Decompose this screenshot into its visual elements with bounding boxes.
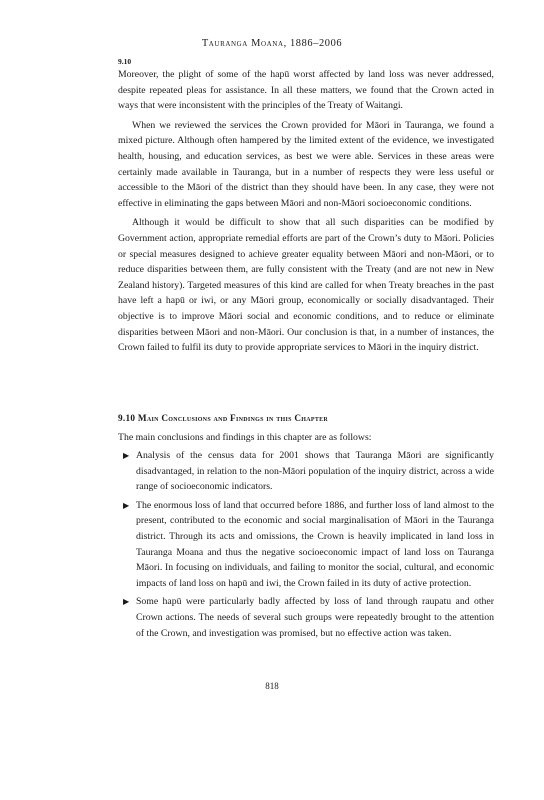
body-text <box>118 67 494 356</box>
bullet-arrow-icon: ▶ <box>123 597 130 607</box>
bullet-arrow-icon: ▶ <box>123 451 130 460</box>
finding-text: Analysis of the census data for 2001 shows that Tauranga Māori are significantly disadvantaged, in relation to the non-Māori population of the inquiry district, across a wide range of socioeconomic indicators. <box>136 450 494 493</box>
findings-intro: The main conclusions and findings in this chapter are as follows: <box>118 432 372 443</box>
page-number: 818 <box>265 681 279 691</box>
section-tag: 9.10 <box>118 57 132 66</box>
running-head: Tauranga Moana, 1886–2006 <box>201 38 343 49</box>
paragraph: Moreover, the plight of some of the hapū worst affected by land loss was never addressed, despite repeated pleas for assistance. In all these matters, we found that the Crown acted in ways that were inconsistent with the principles of the Treaty of Waitangi. <box>118 69 494 112</box>
paragraph: When we reviewed the services the Crown provided for Māori in Tauranga, we found a mixed picture. Although often hampered by the limited extent of the evidence, we investigated health, housing, and education services, as best we were able. Services in these areas were certainly made available in Tauranga, but in a number of respects they were less useful or accessible to the Māori of the district than they should have been. In any case, they were not effective in eliminating the gaps between Māori and non-Māori socioeconomic conditions. <box>118 119 494 209</box>
finding-text: The enormous loss of land that occurred before 1886, and further loss of land almost to the present, contributed to the economic and social marginalisation of Māori in the Tauranga district. Through its acts and omissions, the Crown is heavily implicated in land loss in Tauranga Moana and thus the negative socioeconomic impact of land loss on Tauranga Māori. In focusing on individuals, and failing to monitor the social, cultural, and economic impacts of land loss on hapū and iwi, the Crown failed in its duty of active protection. <box>136 499 494 589</box>
bullet-arrow-icon: ▶ <box>123 500 130 510</box>
section-heading: 9.10 Main Conclusions and Findings in this Chapter <box>118 413 329 423</box>
paragraph: Although it would be difficult to show that all such disparities can be modified by Government action, appropriate remedial efforts are part of the Crown’s duty to Māori. Policies or special measures designed to achieve greater equality between Māori and non-Māori, or to reduce disparities between them, are fully consistent with the Treaty (and are not new in New Zealand history). Targeted measures of this kind are called for when Treaty breaches in the past have left a hapū or iwi, or any Māori group, economically or socially disadvantaged. Their objective is to improve Māori social and economic conditions, and to reduce or eliminate disparities between Māori and non-Māori. Our conclusion is that, in a number of instances, the Crown failed to fulfil its duty to provide appropriate services to Māori in the inquiry district. <box>118 217 494 354</box>
list-item <box>118 498 494 592</box>
list-item <box>118 448 494 495</box>
findings-list <box>118 448 494 644</box>
list-item <box>118 594 494 641</box>
finding-text: Some hapū were particularly badly affected by loss of land through raupatu and other Crown actions. The needs of several such groups were repeatedly brought to the attention of the Crown, and investigation was promised, but no effective action was taken. <box>136 596 494 639</box>
